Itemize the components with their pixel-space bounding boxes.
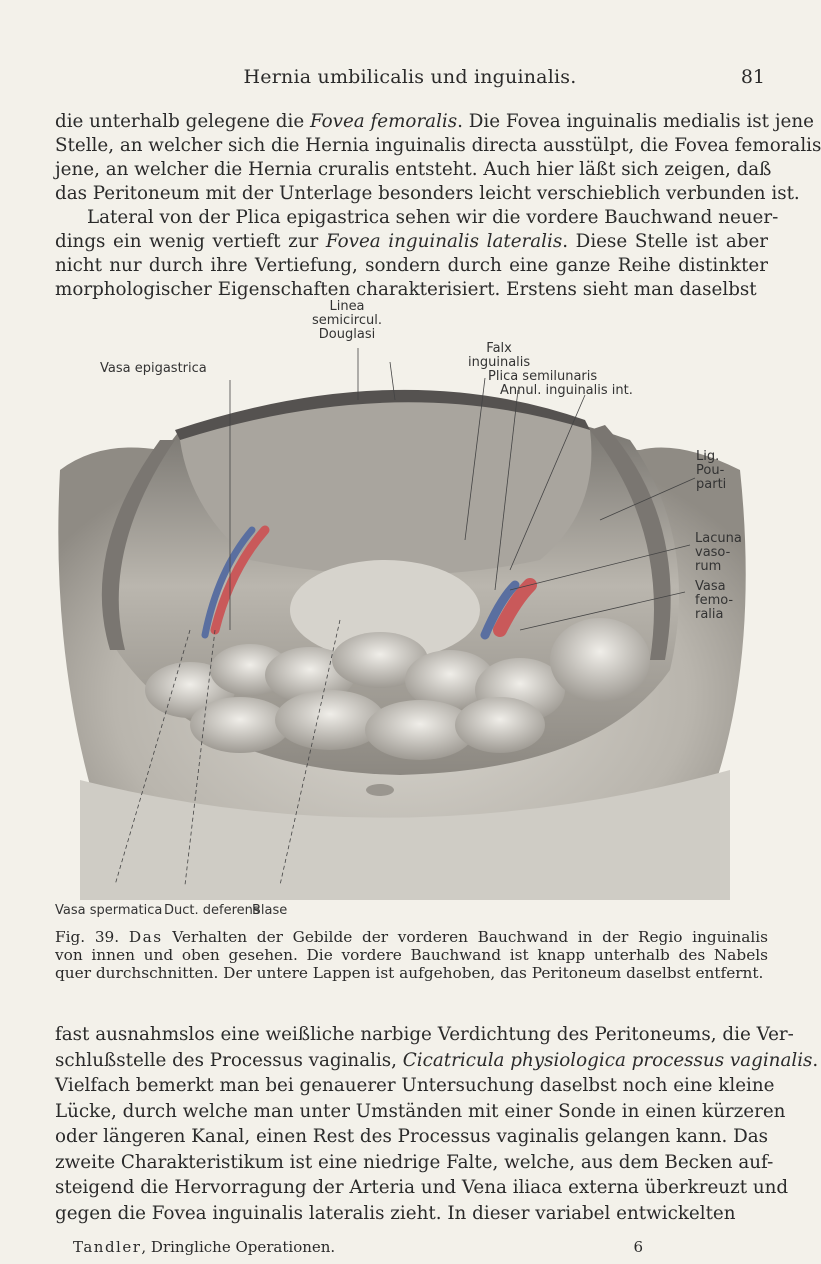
anatomical-figure (40, 299, 765, 918)
label-lig-pouparti: Lig. Pou- parti (696, 449, 727, 492)
text-line (55, 1048, 819, 1074)
text-run: jene, an welcher die Hernia cruralis entsteht. Auch hier läßt sich zeigen, daß (55, 159, 772, 180)
text-run: fast ausnahmslos eine weißliche narbige Verdichtung des Peritoneums, die Ver- (55, 1024, 794, 1045)
text-run: oder längeren Kanal, einen Rest des Processus vaginalis gelangen kann. Das (55, 1126, 769, 1147)
italic-term: Fovea femoralis (309, 111, 458, 132)
text-run: Das (128, 928, 163, 946)
text-line (55, 1175, 789, 1201)
italic-term: Fovea inguinalis lateralis (325, 231, 563, 252)
label-lacuna-vasorum: Lacuna vaso- rum (695, 531, 742, 574)
signature-mark: 6 (633, 1238, 643, 1256)
label-vasa-epigastrica: Vasa epigastrica (100, 361, 207, 376)
text-line (55, 1124, 768, 1150)
text-run: quer durchschnitten. Der untere Lappen ist aufgehoben, das Peritoneum daselbst entfernt. (55, 964, 764, 982)
text-run: . Die Fovea inguinalis medialis ist jene (457, 111, 814, 132)
italic-term: Cicatricula physiologica processus vaginalis (402, 1049, 813, 1071)
text-line (55, 946, 768, 964)
text-line (55, 230, 768, 254)
text-run: Lücke, durch welche man unter Umständen mit einer Sonde in einen kürzeren (55, 1100, 786, 1122)
label-linea-semicircul: Linea semicircul. Douglasi (312, 299, 382, 342)
footer-author: Tandler (73, 1238, 142, 1256)
figure-illustration (40, 300, 765, 900)
text-run: von innen und oben gesehen. Die vordere Bauchwand ist knapp unterhalb des Nabels (55, 946, 768, 964)
running-head (55, 66, 765, 90)
text-line (55, 1022, 794, 1048)
text-run: . Diese Stelle ist aber (562, 231, 768, 252)
label-vasa-spermatica: Vasa spermatica (55, 903, 163, 918)
text-line (55, 134, 821, 158)
text-run: steigend die Hervorragung der Arteria und Vena iliaca externa überkreuzt und (55, 1177, 789, 1198)
text-run: nicht nur durch ihre Vertiefung, sondern durch eine ganze Reihe distinkter (55, 255, 768, 276)
text-run: Stelle, an welcher sich die Hernia inguinalis directa ausstülpt, die Fovea femoralis (55, 135, 821, 156)
text-run: zweite Charakteristikum ist eine niedrige Falte, welche, aus dem Becken auf- (55, 1151, 774, 1173)
paragraph-top (55, 110, 821, 302)
text-run: das Peritoneum mit der Unterlage besonders leicht verschieblich verbunden ist. (55, 183, 800, 204)
text-run: Fig. 39. (55, 928, 129, 946)
text-run: die unterhalb gelegene die (55, 111, 310, 132)
text-run: Vielfach bemerkt man bei genauerer Untersuchung daselbst noch eine kleine (55, 1075, 775, 1096)
text-run: . (812, 1049, 819, 1071)
running-title: Hernia umbilicalis und inguinalis. (243, 66, 577, 88)
text-line (55, 928, 768, 946)
label-blase: Blase (252, 903, 288, 918)
text-line (55, 1150, 774, 1176)
text-run: schlußstelle des Processus vaginalis, (55, 1049, 403, 1071)
text-line (55, 182, 800, 206)
footer-work (73, 1238, 335, 1256)
text-line (55, 206, 779, 230)
text-run: gegen die Fovea inguinalis lateralis zieht. In dieser variabel entwickelten (55, 1202, 736, 1224)
text-line (55, 278, 768, 302)
text-line (55, 158, 772, 182)
text-line (55, 1099, 786, 1125)
text-line (55, 110, 814, 134)
text-line (55, 1073, 775, 1099)
footer-work-title: , Dringliche Operationen. (141, 1238, 336, 1256)
text-line (55, 964, 768, 982)
label-annul-inguinalis: Annul. inguinalis int. (500, 383, 633, 398)
label-falx-inguinalis: Falx inguinalis (468, 341, 531, 370)
text-run: Verhalten der Gebilde der vorderen Bauchwand in der Regio inguinalis (162, 928, 768, 946)
label-duct-deferens: Duct. deferens (164, 903, 260, 918)
text-line (55, 1201, 768, 1227)
text-run: Lateral von der Plica epigastrica sehen wir die vordere Bauchwand neuer- (87, 207, 779, 228)
text-line (55, 254, 768, 278)
paragraph-bottom (55, 1022, 819, 1226)
umbilicus (366, 784, 394, 796)
figure-caption (55, 928, 768, 982)
label-vasa-femoralia: Vasa femo- ralia (695, 579, 734, 622)
text-run: morphologischer Eigenschaften charakterisiert. Erstens sieht man daselbst (55, 279, 757, 300)
page-number: 81 (740, 66, 765, 88)
text-run: dings ein wenig vertieft zur (55, 231, 326, 252)
label-plica-semilunaris: Plica semilunaris (488, 369, 598, 384)
